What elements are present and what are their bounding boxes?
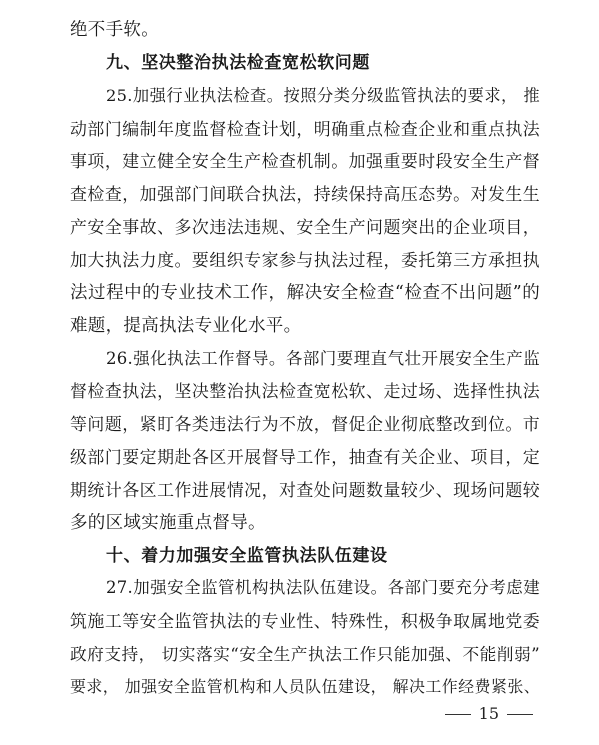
- paragraph-line: 级部门要定期赴各区开展督导工作，抽查有关企业、项目，定: [70, 447, 540, 467]
- paragraph-line: 期统计各区工作进展情况，对查处问题数量较少、现场问题较: [70, 480, 540, 500]
- dash-decoration: [507, 714, 533, 715]
- dash-decoration: [445, 714, 471, 715]
- paragraph-line: 产安全事故、多次违法违规、安全生产问题突出的企业项目，: [70, 217, 540, 237]
- paragraph-line: 26.强化执法工作督导。各部门要理直气壮开展安全生产监: [106, 349, 540, 368]
- paragraph-line: 等问题，紧盯各类违法行为不放，督促企业彻底整改到位。市: [70, 414, 540, 434]
- page-number-text: 15: [478, 704, 499, 723]
- paragraph-line: 督检查执法，坚决整治执法检查宽松软、走过场、选择性执法: [70, 381, 540, 401]
- paragraph-line: 多的区域实施重点督导。: [70, 513, 266, 533]
- paragraph-line: 25.加强行业执法检查。按照分类分级监管执法的要求， 推: [106, 86, 540, 105]
- page-number: [437, 704, 541, 723]
- paragraph-line: 加大执法力度。要组织专家参与执法过程，委托第三方承担执: [70, 250, 540, 270]
- paragraph-line: 动部门编制年度监督检查计划，明确重点检查企业和重点执法: [70, 119, 540, 139]
- paragraph-line: 政府支持， 切实落实“安全生产执法工作只能加强、不能削弱”: [70, 644, 540, 664]
- paragraph-line: 筑施工等安全监管执法的专业性、特殊性，积极争取属地党委: [70, 611, 540, 631]
- section-heading-10: 十、着力加强安全监管执法队伍建设: [106, 546, 388, 566]
- section-heading-9: 九、坚决整治执法检查宽松软问题: [106, 53, 370, 73]
- paragraph-line: 要求， 加强安全监管机构和人员队伍建设， 解决工作经费紧张、: [70, 677, 540, 696]
- paragraph-line: 难题，提高执法专业化水平。: [70, 316, 302, 336]
- paragraph-line: 查检查，加强部门间联合执法，持续保持高压态势。对发生生: [70, 184, 540, 204]
- paragraph-line: 事项，建立健全安全生产检查机制。加强重要时段安全生产督: [70, 151, 540, 171]
- paragraph-line: 法过程中的专业技术工作，解决安全检查“检查不出问题”的: [70, 283, 540, 303]
- paragraph-line: 27.加强安全监管机构执法队伍建设。各部门要充分考虑建: [106, 578, 540, 597]
- text-line: 绝不手软。: [70, 20, 159, 40]
